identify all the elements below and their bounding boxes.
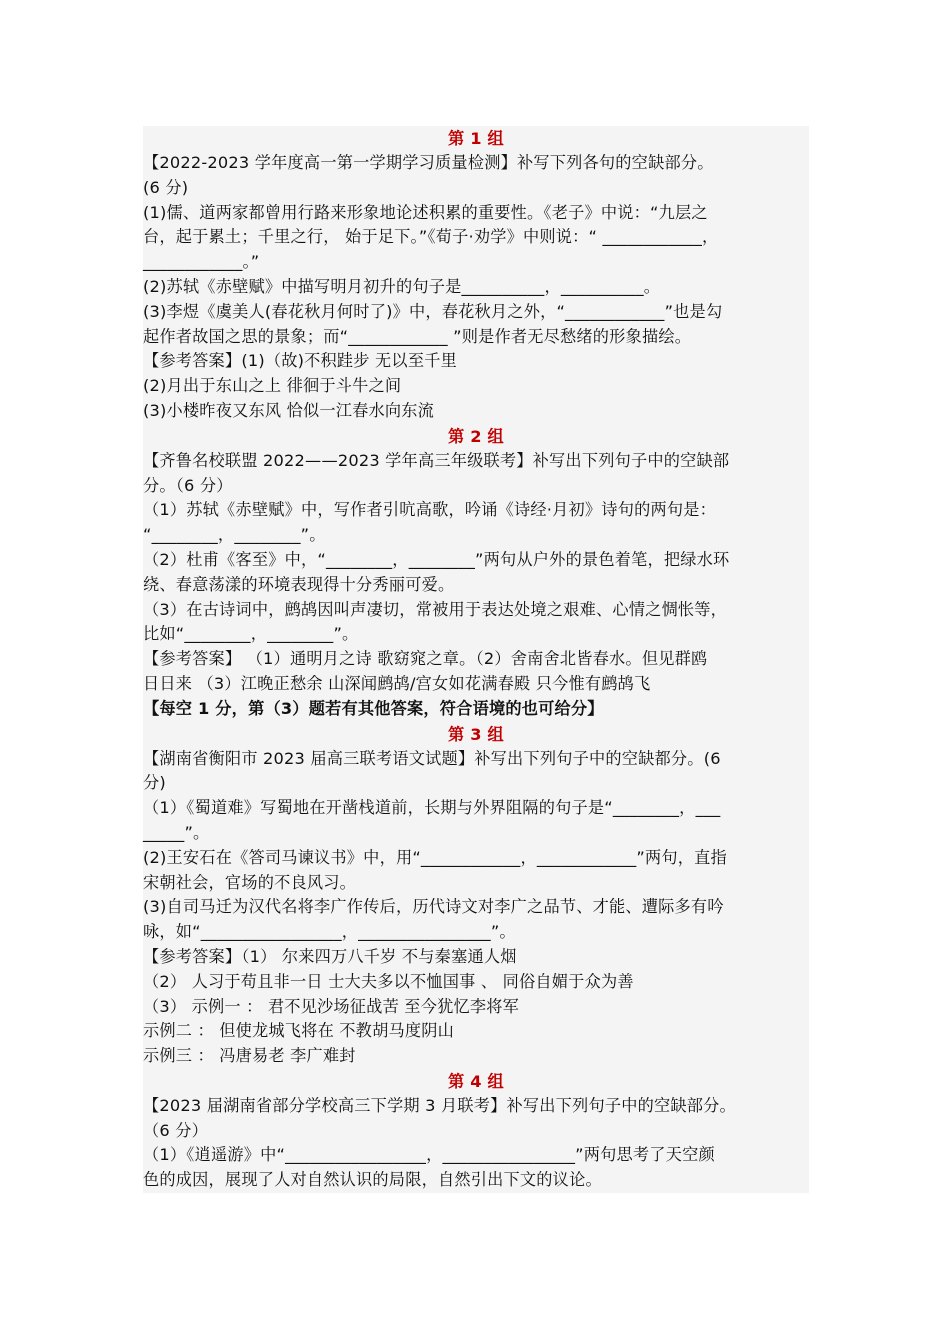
text-line: 起作者故国之思的景象；而“____________ ”则是作者无尽愁绪的形象描绘。: [143, 326, 692, 346]
question-group: [143, 1069, 809, 1193]
text-line: 比如“________，________”。: [143, 624, 359, 644]
text-line: (3)小楼昨夜又东风 恰似一江春水向东流: [143, 400, 435, 420]
text-line: 【参考答案】 （1）通明月之诗 歌窈窕之章。（2）舍南舍北皆春水。但见群鸥: [143, 649, 708, 669]
question-content: [143, 126, 809, 1193]
text-line: (6 分): [143, 177, 189, 197]
text-line: 示例三 ： 冯唐易老 李广难封: [143, 1046, 356, 1066]
text-line: (2)王安石在《答司马谏议书》中，用“____________，____________”两句，直指: [143, 847, 727, 867]
text-line: 【齐鲁名校联盟 2022——2023 学年高三年级联考】补写出下列句子中的空缺部: [143, 450, 730, 470]
text-line: （6 分）: [143, 1120, 209, 1140]
text-line: (3)李煜《虞美人(春花秋月何时了)》中，春花秋月之外，“____________”也是勾: [143, 301, 723, 321]
text-line: 台，起于累土；千里之行， 始于足下。”《荀子·劝学》中则说：“ ____________，: [143, 227, 719, 247]
text-line: 【湖南省衡阳市 2023 届高三联考语文试题】补写出下列句子中的空缺都分。(6: [143, 748, 721, 768]
text-line: 【每空 1 分，第（3）题若有其他答案，符合语境的也可给分】: [143, 698, 604, 718]
text-line: 咏，如“_________________，________________”。: [143, 922, 516, 942]
text-line: 日日来 （3）江晚正愁余 山深闻鹧鸪/宫女如花满春殿 只今惟有鹧鸪飞: [143, 673, 651, 693]
text-line: (3)自司马迁为汉代名将李广作传后，历代诗文对李广之品节、才能、遭际多有吟: [143, 897, 724, 917]
text-line: 宋朝社会，官场的不良风习。: [143, 872, 357, 892]
question-group: [143, 126, 809, 424]
text-line: （3）在古诗词中，鹧鸪因叫声凄切，常被用于表达处境之艰难、心情之惆怅等，: [143, 599, 728, 619]
group-title: 第 2 组: [448, 426, 504, 446]
text-line: （1）苏轼《赤壁赋》中，写作者引吭高歌，吟诵《诗经·月初》诗句的两句是：: [143, 500, 717, 520]
group-title: 第 3 组: [448, 724, 504, 744]
text-line: （1）《逍遥游》中“_________________，________________”两句思考了天空颜: [143, 1145, 715, 1165]
text-line: (2)月出于东山之上 徘徊于斗牛之间: [143, 376, 402, 396]
text-line: 分): [143, 773, 166, 793]
text-line: 分。（6 分）: [143, 475, 233, 495]
text-line: （2） 人习于苟且非一日 士大夫多以不恤国事 、 同俗自媚于众为善: [143, 971, 634, 991]
text-line: (2)苏轼《赤壁赋》中描写明月初升的句子是__________，__________。: [143, 276, 661, 296]
group-title: 第 1 组: [448, 129, 504, 148]
text-line: _____”。: [143, 822, 210, 842]
text-line: 色的成因，展现了人对自然认识的局限，自然引出下文的议论。: [143, 1170, 602, 1190]
text-line: 【2023 届湖南省部分学校高三下学期 3 月联考】补写出下列句子中的空缺部分。: [143, 1095, 736, 1115]
text-line: ____________。”: [143, 252, 260, 272]
question-group: [143, 424, 809, 722]
group-title: 第 4 组: [448, 1071, 504, 1091]
text-line: （3） 示例一 ： 君不见沙场征战苦 至今犹忆李将军: [143, 996, 520, 1016]
text-line: 【参考答案】（1） 尔来四万八千岁 不与秦塞通人烟: [143, 946, 517, 966]
text-line: （1）《蜀道难》写蜀地在开凿栈道前，长期与外界阻隔的句子是“________，___: [143, 798, 721, 818]
text-line: 【2022-2023 学年度高一第一学期学习质量检测】补写下列各句的空缺部分。: [143, 153, 714, 172]
text-line: 绕、春意荡漾的环境表现得十分秀丽可爱。: [143, 574, 455, 594]
question-group: [143, 722, 809, 1069]
text-line: （2）杜甫《客至》中，“________，________”两句从户外的景色着笔，把绿水环: [143, 549, 730, 569]
text-line: “________，________”。: [143, 525, 326, 545]
text-line: (1)儒、道两家都曾用行路来形象地论述积累的重要性。《老子》中说：“九层之: [143, 202, 708, 222]
text-line: 示例二 ： 但使龙城飞将在 不教胡马度阴山: [143, 1021, 455, 1041]
text-line: 【参考答案】(1)（故)不积跬步 无以至千里: [143, 351, 457, 371]
